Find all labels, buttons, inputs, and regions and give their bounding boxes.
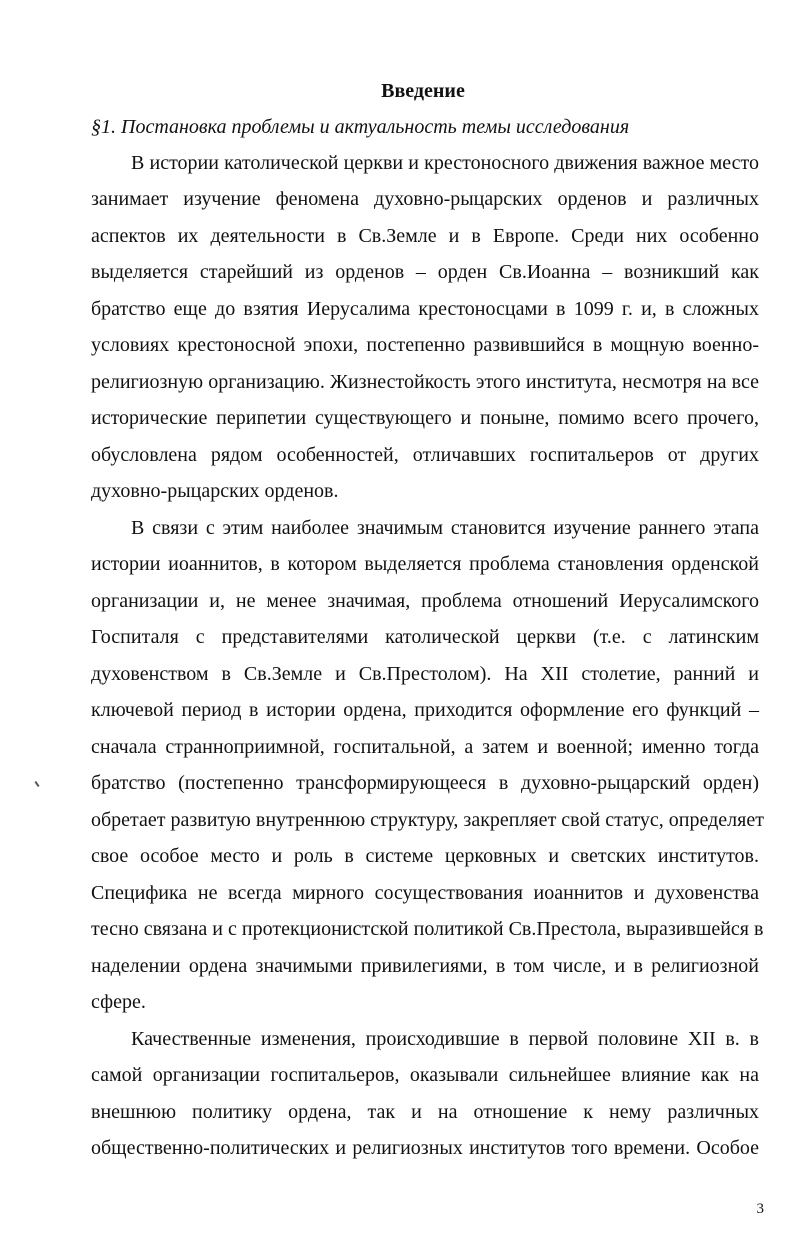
text-line: внешнюю политику ордена, так и на отношение к нему различных <box>91 1101 759 1123</box>
text-line: выделяется старейший из орденов – орден Св.Иоанна – возникший как <box>91 261 759 283</box>
text-line: занимает изучение феномена духовно-рыцарских орденов и различных <box>91 188 759 210</box>
text-line: духовенством в Св.Земле и Св.Престолом). На XII столетие, ранний и <box>91 663 759 685</box>
text-line: общественно-политических и религиозных институтов того времени. Особое <box>91 1137 759 1159</box>
text-line: самой организации госпитальеров, оказывали сильнейшее влияние как на <box>91 1064 759 1086</box>
text-line: Специфика не всегда мирного сосуществования иоаннитов и духовенства <box>91 882 759 904</box>
text-line: братство еще до взятия Иерусалима крестоносцами в 1099 г. и, в сложных <box>91 298 759 320</box>
text-line: братство (постепенно трансформирующееся в духовно-рыцарский орден) <box>91 772 759 794</box>
text-line: обусловлена рядом особенностей, отличавших госпитальеров от других <box>91 444 759 466</box>
page-number: 3 <box>756 1201 764 1217</box>
text-line: истории иоаннитов, в котором выделяется проблема становления орденской <box>91 553 759 575</box>
text-line: сфере. <box>91 991 146 1013</box>
text-line: свое особое место и роль в системе церковных и светских институтов. <box>91 845 759 867</box>
scan-mark <box>34 781 39 787</box>
text-line: наделении ордена значимыми привилегиями, в том числе, и в религиозной <box>91 955 759 977</box>
text-line: сначала странноприимной, госпитальной, а затем и военной; именно тогда <box>91 736 759 758</box>
text-line: религиозную организацию. Жизнестойкость этого института, несмотря на все <box>91 371 759 393</box>
text-line: Качественные изменения, происходившие в первой половине XII в. в <box>131 1028 759 1050</box>
text-line: В истории католической церкви и крестоносного движения важное место <box>131 152 759 174</box>
text-line: обретает развитую внутреннюю структуру, закрепляет свой статус, определяет <box>91 809 764 831</box>
text-line: духовно-рыцарских орденов. <box>91 480 339 502</box>
section-heading: §1. Постановка проблемы и актуальность темы исследования <box>91 116 630 138</box>
text-line: В связи с этим наиболее значимым становится изучение раннего этапа <box>131 517 759 539</box>
text-line: ключевой период в истории ордена, приходится оформление его функций – <box>91 699 759 721</box>
text-line: Госпиталя с представителями католической церкви (т.е. с латинским <box>91 626 759 648</box>
text-line: тесно связана и с протекционистской политикой Св.Престола, выразившейся в <box>91 918 764 940</box>
page-title: Введение <box>381 80 465 102</box>
text-line: условиях крестоносной эпохи, постепенно развившийся в мощную военно- <box>91 334 759 356</box>
text-line: исторические перипетии существующего и поныне, помимо всего прочего, <box>91 407 759 429</box>
text-line: организации и, не менее значимая, проблема отношений Иерусалимского <box>91 590 759 612</box>
text-line: аспектов их деятельности в Св.Земле и в Европе. Среди них особенно <box>91 225 759 247</box>
